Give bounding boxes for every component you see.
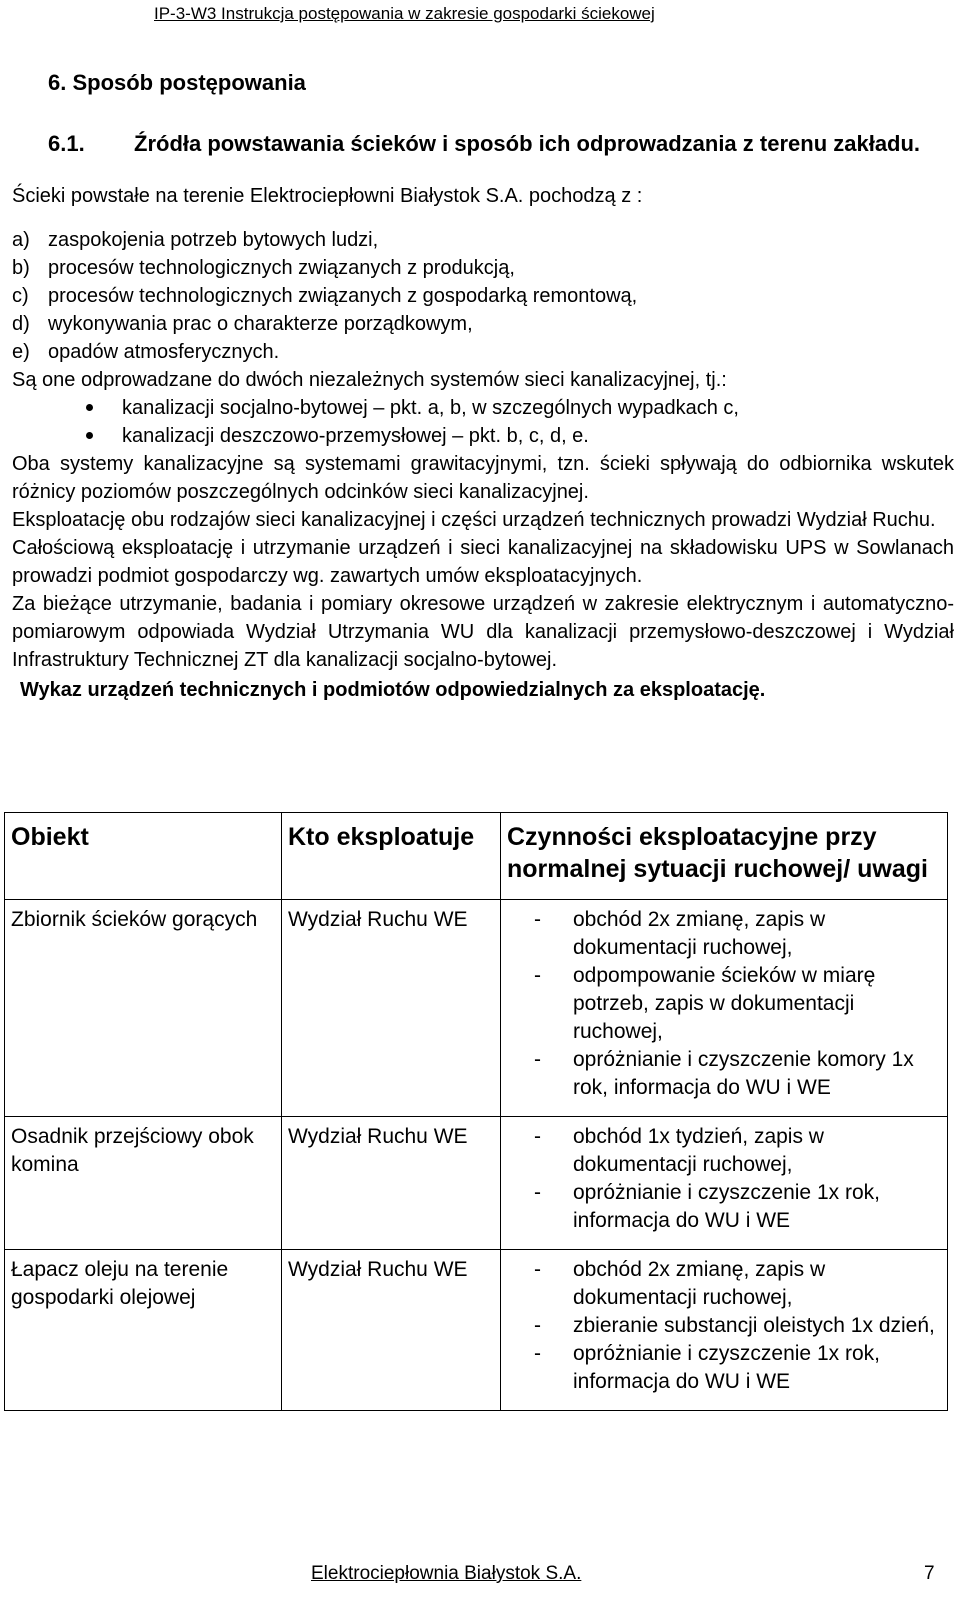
page-number: 7 xyxy=(924,1563,935,1584)
table-row xyxy=(5,900,948,1117)
bullet-icon xyxy=(86,404,93,411)
list-item: - opróżnianie i czyszczenie 1x rok, informacja do WU i WE xyxy=(534,1181,880,1232)
object-cell: Zbiornik ścieków gorących xyxy=(5,900,282,1117)
operator-cell: Wydział Ruchu WE xyxy=(282,1117,501,1250)
column-header: Obiekt xyxy=(5,813,282,900)
column-header: Kto eksploatuje xyxy=(282,813,501,900)
section-heading: 6. Sposób postępowania xyxy=(48,70,306,95)
object-cell: Osadnik przejściowy obok komina xyxy=(5,1117,282,1250)
document-body xyxy=(12,182,954,704)
list-item: - odpompowanie ścieków w miarę potrzeb, zapis w dokumentacji ruchowej, xyxy=(534,964,876,1043)
paragraph: Eksploatację obu rodzajów sieci kanalizacyjnej i części urządzeń technicznych prowadzi Wydział Ruchu. xyxy=(12,509,936,531)
systems-list xyxy=(12,394,954,450)
subsection-heading xyxy=(48,128,948,159)
bullet-icon xyxy=(86,432,93,439)
operator-cell: Wydział Ruchu WE xyxy=(282,1250,501,1411)
table-row xyxy=(5,1250,948,1411)
list-item: - opróżnianie i czyszczenie 1x rok, informacja do WU i WE xyxy=(534,1342,880,1393)
devices-table xyxy=(4,812,948,1411)
subsection-number: 6.1. xyxy=(48,131,85,156)
table-row xyxy=(5,1117,948,1250)
activities-cell xyxy=(501,1117,948,1250)
list-item: kanalizacji socjalno-bytowej – pkt. a, b, w szczególnych wypadkach c, xyxy=(12,394,954,422)
list-item: kanalizacji deszczowo-przemysłowej – pkt. b, c, d, e. xyxy=(12,422,954,450)
list-item: c) procesów technologicznych związanych z gospodarką remontową, xyxy=(12,285,638,307)
systems-intro: Są one odprowadzane do dwóch niezależnych systemów sieci kanalizacyjnej, tj.: xyxy=(12,369,727,391)
table-title: Wykaz urządzeń technicznych i podmiotów odpowiedzialnych za eksploatację. xyxy=(20,679,766,701)
paragraph: Za bieżące utrzymanie, badania i pomiary okresowe urządzeń w zakresie elektrycznym i automatyczno-pomiarowym odpowiada Wydział Utrzymania WU dla kanalizacji przemysłowo-deszczowej i Wydział Infrastruktury Technicznej ZT dla kanalizacji socjalno-bytowej. xyxy=(12,593,954,671)
column-header: Czynności eksploatacyjne przy normalnej sytuacji ruchowej/ uwagi xyxy=(501,813,948,900)
intro-paragraph: Ścieki powstałe na terenie Elektrociepłowni Białystok S.A. pochodzą z : xyxy=(12,185,643,207)
subsection-title: Źródła powstawania ścieków i sposób ich odprowadzania z terenu zakładu. xyxy=(134,131,921,156)
list-item: e) opadów atmosferycznych. xyxy=(12,341,280,363)
list-item: - zbieranie substancji oleistych 1x dzień, xyxy=(534,1314,935,1337)
list-item: - obchód 2x zmianę, zapis w dokumentacji ruchowej, xyxy=(534,908,826,959)
activities-cell xyxy=(501,1250,948,1411)
list-item: - opróżnianie i czyszczenie komory 1x rok, informacja do WU i WE xyxy=(534,1048,914,1099)
page-header: IP-3-W3 Instrukcja postępowania w zakresie gospodarki ściekowej xyxy=(154,4,655,23)
footer-company: Elektrociepłownia Białystok S.A. xyxy=(311,1563,582,1584)
list-item: d) wykonywania prac o charakterze porządkowym, xyxy=(12,313,473,335)
sources-list xyxy=(12,226,954,366)
list-item: - obchód 1x tydzień, zapis w dokumentacji ruchowej, xyxy=(534,1125,824,1176)
paragraph: Oba systemy kanalizacyjne są systemami grawitacyjnymi, tzn. ścieki spływają do odbiornika wskutek różnicy poziomów poszczególnych odcinków sieci kanalizacyjnej. xyxy=(12,453,954,503)
paragraph: Całościową eksploatację i utrzymanie urządzeń i sieci kanalizacyjnej na składowisku UPS w Sowlanach prowadzi podmiot gospodarczy wg. zawartych umów eksploatacyjnych. xyxy=(12,537,954,587)
list-item: b) procesów technologicznych związanych z produkcją, xyxy=(12,257,515,279)
activities-cell xyxy=(501,900,948,1117)
object-cell: Łapacz oleju na terenie gospodarki olejowej xyxy=(5,1250,282,1411)
list-item: a) zaspokojenia potrzeb bytowych ludzi, xyxy=(12,229,379,251)
operator-cell: Wydział Ruchu WE xyxy=(282,900,501,1117)
list-item: - obchód 2x zmianę, zapis w dokumentacji ruchowej, xyxy=(534,1258,826,1309)
table-header-row xyxy=(5,813,948,900)
